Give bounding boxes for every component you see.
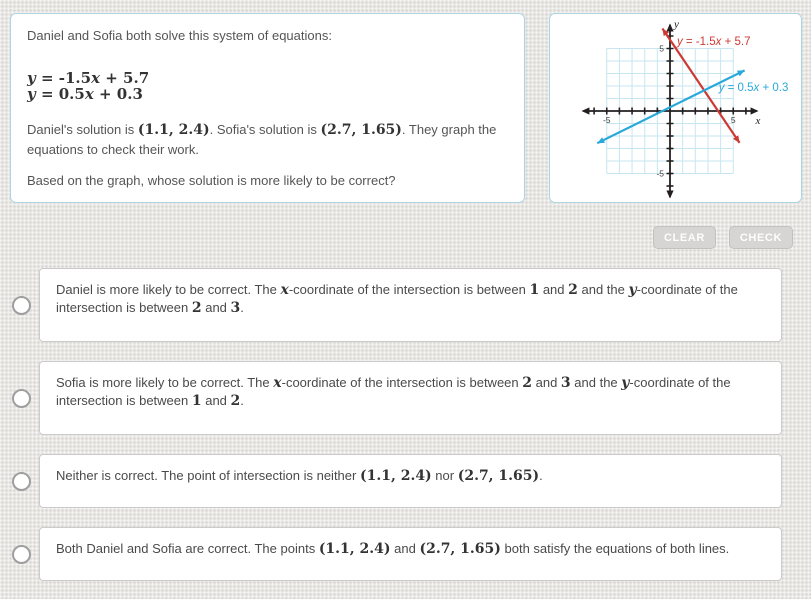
svg-text:-5: -5 — [656, 168, 664, 179]
question-panel — [10, 13, 525, 203]
equation-1: y = -1.5x + 5.7 — [27, 69, 150, 87]
coordinate-graph — [550, 14, 801, 202]
clear-button[interactable]: CLEAR — [653, 226, 716, 249]
answer-option-1[interactable] — [12, 268, 782, 342]
graph-panel — [549, 13, 802, 203]
answer-option-2[interactable] — [12, 361, 782, 435]
check-button[interactable]: CHECK — [729, 226, 793, 249]
option-box[interactable] — [39, 268, 782, 342]
question-body: Daniel's solution is (1.1, 2.4). Sofia's solution is (2.7, 1.65). They graph the equations to check their work. — [27, 122, 497, 157]
option-box[interactable] — [39, 361, 782, 435]
svg-text:5: 5 — [730, 115, 736, 125]
question-prompt: Based on the graph, whose solution is more likely to be correct? — [27, 173, 396, 188]
option-text: Both Daniel and Sofia are correct. The points (1.1, 2.4) and (2.7, 1.65) both satisfy the equations of both lines. — [56, 541, 730, 557]
question-intro: Daniel and Sofia both solve this system of equations: — [27, 28, 332, 43]
answer-option-4[interactable] — [12, 527, 782, 581]
svg-text:5: 5 — [659, 43, 664, 54]
equation-2: y = 0.5x + 0.3 — [27, 85, 143, 103]
option-box[interactable] — [39, 527, 782, 581]
radio-button-3[interactable] — [12, 472, 31, 491]
option-text: Neither is correct. The point of intersection is neither (1.1, 2.4) nor (2.7, 1.65). — [56, 468, 543, 484]
svg-text:-5: -5 — [602, 115, 611, 125]
action-button-row — [0, 226, 793, 249]
radio-button-2[interactable] — [12, 389, 31, 408]
answer-options — [12, 268, 782, 599]
svg-text:y = 0.5x + 0.3: y = 0.5x + 0.3 — [718, 82, 789, 94]
answer-option-3[interactable] — [12, 454, 782, 508]
radio-button-4[interactable] — [12, 545, 31, 564]
option-text: Daniel is more likely to be correct. The x-coordinate of the intersection is between 1 and 2 and the y-coordinate of the intersection is between 2 and 3. — [56, 282, 738, 316]
option-text: Sofia is more likely to be correct. The x-coordinate of the intersection is between 2 and 3 and the y-coordinate of the intersection is between 1 and 2. — [56, 375, 731, 409]
option-box[interactable] — [39, 454, 782, 508]
svg-text:y: y — [674, 18, 679, 31]
svg-text:x: x — [755, 115, 761, 127]
svg-text:y = -1.5x + 5.7: y = -1.5x + 5.7 — [676, 35, 751, 48]
radio-button-1[interactable] — [12, 296, 31, 315]
equation-system — [27, 70, 508, 102]
